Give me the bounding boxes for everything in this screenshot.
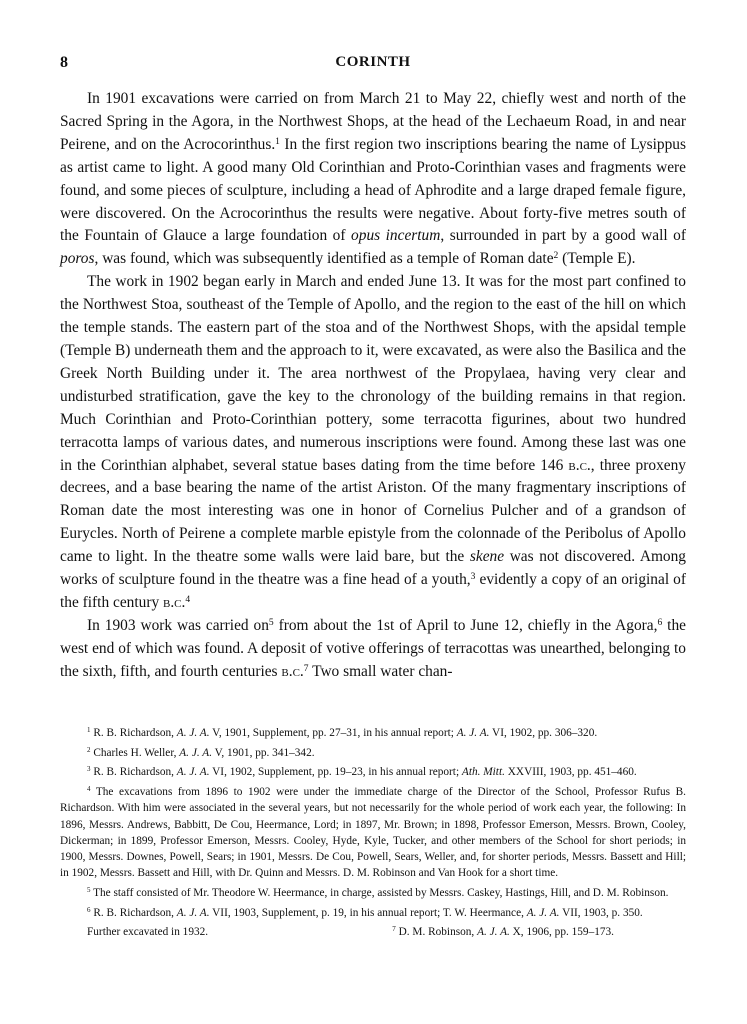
text-run: R. B. Richardson, [90, 766, 177, 779]
text-run: R. B. Richardson, [90, 906, 177, 919]
footnote-4 [60, 784, 686, 881]
text-run: , was found, which was subsequently identified as a temple of Roman date [94, 250, 554, 268]
text-run: evidently a copy of an original of the fifth century [60, 571, 686, 611]
text-run: Charles H. Weller, [90, 746, 180, 759]
text-run: V, 1901, Supplement, pp. 27–31, in his annual report; [209, 727, 457, 739]
italic-term: A. J. A. [176, 766, 210, 779]
footnote-number: 5 [87, 885, 91, 894]
running-title: CORINTH [335, 54, 411, 70]
text-run: was not discovered. Among works of sculpture found in the theatre was a fine head of a youth, [60, 548, 687, 589]
italic-term: A. J. A. [477, 926, 510, 939]
footnote-1 [60, 725, 686, 741]
italic-term: Ath. Mitt. [461, 766, 505, 779]
page-header [60, 54, 686, 78]
footnote-6-7-line [60, 924, 686, 940]
footnote-3 [60, 764, 686, 780]
footnote-ref: 3 [470, 570, 476, 582]
text-run: In the first region two inscriptions bearing the name of Lysippus as artist came to light. A good many Old Corinthian and Proto-Corinthian vases and fragments were found, and some pieces of sculpture, including a head of Aphrodite and a large draped female figure, were discovered. On the Acrocorinthus the results were negative. About forty-five metres south of the Fountain of Glauce a large foundation of [60, 135, 686, 245]
text-run: from about the 1st of April to June 12, chiefly in the Agora, [273, 616, 658, 634]
text-run: (Temple E). [558, 250, 636, 268]
text-run: R. B. Richardson, [90, 727, 177, 739]
footnote-6-continuation: Further excavated in 1932. [87, 926, 209, 939]
footnote-number: 3 [87, 765, 91, 774]
text-run: , three proxeny decrees, and a base bearing the name of the artist Ariston. Of the many fragmentary inscriptions of Roman date the most interesting was one in honor of Cornelius Pulcher and of a grandson of Eurycles. North of Peirene a complete marble epistyle from the colonnade of the Peribolus of Apollo came to light. In the theatre some walls were laid bare, but the [60, 456, 686, 566]
italic-term: opus incertum [351, 227, 441, 245]
text-run: The work in 1902 began early in March and ended June 13. It was for the most part confined to the Northwest Stoa, southeast of the Temple of Apollo, and the region to the east of the hill on which the temple stands. The eastern part of the stoa and of the Northwest Shops, with the apsidal temple (Temple B) underneath them and the approach to it, were excavated, as were also the Basilica and the Greek North Building under it. The area northwest of the Propylaea, having very clear and undisturbed stratification, gave the key to the chronology of the building remains in that region. Much Corinthian and Proto-Corinthian pottery, some terracotta figurines, about two hundred terracotta lamps of various dates, and numerous inscriptions were found. Among these last was one in the Corinthian alphabet, several statue bases dating from the time before 146 [60, 273, 686, 474]
italic-term: A. J. A. [526, 906, 560, 919]
footnote-ref: 1 [275, 135, 280, 147]
italic-term: A. J. A. [456, 727, 490, 739]
footnote-number: 1 [87, 726, 91, 735]
text-run: VI, 1902, Supplement, pp. 19–23, in his annual report; [209, 766, 462, 779]
text-run: XXVIII, 1903, pp. 451–460. [504, 766, 637, 779]
italic-term: poros [60, 250, 95, 268]
italic-term: A. J. A. [176, 727, 210, 739]
text-run: The staff consisted of Mr. Theodore W. Heermance, in charge, assisted by Messrs. Caskey, Hastings, Hill, and D. M. Robinson. [90, 886, 669, 899]
footnote-ref: 6 [657, 616, 663, 628]
footnote-number: 7 [392, 925, 396, 934]
italic-term: skene [469, 548, 505, 566]
footnote-number: 4 [87, 785, 91, 794]
main-text [60, 88, 686, 684]
text-run: VII, 1903, Supplement, p. 19, in his annual report; T. W. Heermance, [209, 906, 527, 919]
page-number: 8 [60, 54, 68, 71]
small-caps-era: b.c. [281, 662, 304, 680]
text-run: The excavations from 1896 to 1902 were under the immediate charge of the Director of the School, Professor Rufus B. Richardson. With him were associated in the several years, but not necessarily for the whole period of work each year, the following: In 1896, Messrs. Andrews, Babbitt, De Cou, Heermance, Lord; in 1897, Mr. Brown; in 1898, Professor Emerson, Messrs. Brown, Cooley, Dickerman; in 1899, Professor Emerson, Messrs. Cooley, Hyde, Kyle, Tucker, and other members of the School for short periods; in 1900, Messrs. Downes, Powell, Sears; in 1901, Messrs. De Cou, Powell, Sears, Weller, and, for shorter periods, Messrs. Bassett and Hill; in 1902, Messrs. Bassett and Hill, with Dr. Quinn and Messrs. D. M. Robinson and Van Hook for a short time. [60, 786, 686, 880]
text-run: X, 1906, pp. 159–173. [509, 926, 614, 939]
paragraph-1901 [60, 88, 686, 271]
text-run: VII, 1903, p. 350. [559, 906, 643, 919]
paragraph-1903 [60, 615, 686, 684]
text-run: , surrounded in part by a good wall of [440, 227, 686, 245]
footnotes [60, 725, 686, 940]
text-run: VI, 1902, pp. 306–320. [489, 727, 598, 739]
text-run: V, 1901, pp. 341–342. [212, 746, 315, 759]
footnote-7 [392, 924, 686, 940]
footnote-ref: 2 [553, 250, 559, 262]
italic-term: A. J. A. [179, 746, 213, 759]
text-run: D. M. Robinson, [395, 926, 478, 939]
footnote-ref: 7 [303, 662, 309, 674]
footnote-ref: 5 [268, 616, 274, 628]
footnote-ref: 4 [185, 593, 191, 605]
footnote-2 [60, 745, 686, 761]
footnote-number: 6 [87, 905, 91, 914]
small-caps-era: b.c. [163, 593, 186, 611]
text-run: the west end of which was found. A deposit of votive offerings of terracottas was unearthed, belonging to the sixth, fifth, and fourth centuries [60, 616, 686, 680]
italic-term: A. J. A. [176, 906, 210, 919]
small-caps-era: b.c. [568, 456, 591, 474]
paragraph-1902 [60, 271, 686, 615]
text-run: Two small water chan- [308, 662, 453, 680]
footnote-5 [60, 885, 686, 901]
footnote-6 [60, 905, 686, 921]
footnote-number: 2 [87, 745, 91, 754]
text-run: In 1901 excavations were carried on from March 21 to May 22, chiefly west and north of the Sacred Spring in the Agora, in the Northwest Shops, at the head of the Lechaeum Road, in and near Peirene, and on the Acrocorinthus. [60, 90, 686, 153]
text-run: In 1903 work was carried on [87, 616, 269, 634]
